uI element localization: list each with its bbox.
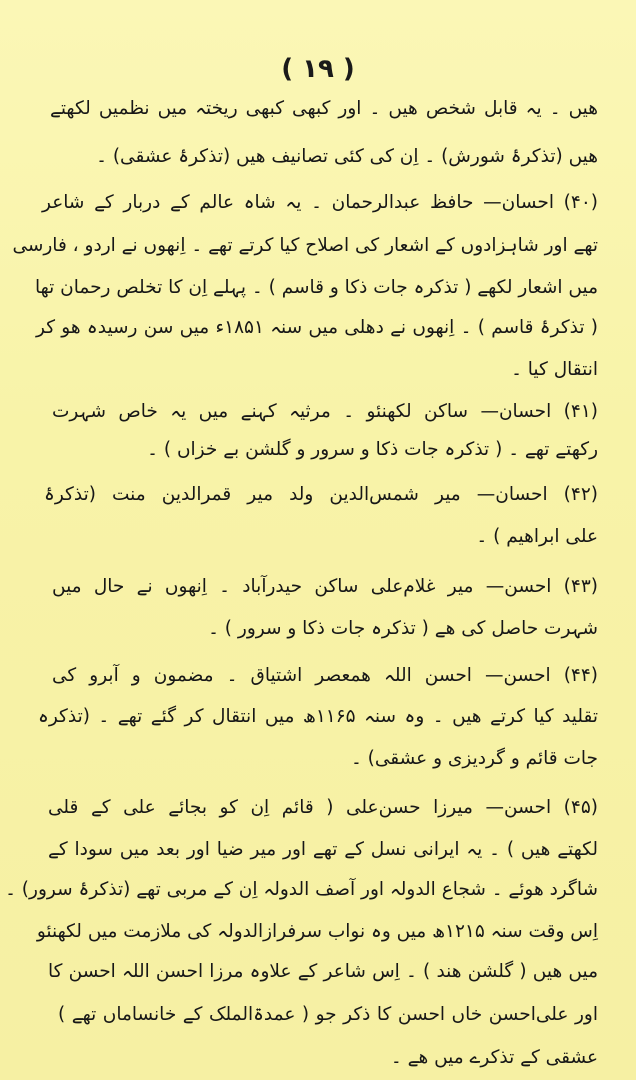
text-line: (۴۴) احسن— احسن اللہ ھمعصر اشتیاق ۔ مضمون و آبرو کی	[52, 665, 598, 686]
text-line: ھیں ۔ یہ قابل شخص ھیں ۔ اور کبھی کبھی ریختہ میں نظمیں لکھتے	[50, 98, 598, 119]
text-line: ھیں (تذکرۂ شورش) ۔ اِن کی کئی تصانیف ھیں (تذکرۂ عشقی) ۔	[96, 146, 598, 167]
text-line: اِس وقت سنہ ۱۲۱۵ھ میں وہ نواب سرفرازالدولہ کی ملازمت میں لکھنئو	[36, 921, 598, 942]
text-line: تقلید کیا کرتے ھیں ۔ وہ سنہ ۱۱۶۵ھ میں انتقال کر گئے تھے ۔ (تذکرہ	[38, 706, 599, 727]
text-line: تھے اور شاہزادوں کے اشعار کی اصلاح کیا کرتے تھے ۔ اِنھوں نے اردو ، فارسی	[12, 235, 598, 256]
text-line: میں ھیں ( گلشن ھند ) ۔ اِس شاعر کے علاوہ مرزا احسن اللہ احسن کا	[48, 961, 598, 982]
text-line: شہرت حاصل کی ھے ( تذکرہ جات ذکا و سرور ) ۔	[208, 618, 598, 639]
text-line: شاگرد ھوئے ۔ شجاع الدولہ اور آصف الدولہ اِن کے مربی تھے (تذکرۂ سرور) ۔	[5, 879, 598, 900]
text-line: ( تذکرۂ قاسم ) ۔ اِنھوں نے دھلی میں سنہ ۱۸۵۱ء میں سن رسیدہ ھو کر	[36, 317, 599, 338]
text-line: اور علی‌احسن خاں احسن کا ذکر جو ( عمدۃالملک کے خانساماں تھے )	[58, 1004, 598, 1025]
text-line: (۴۲) احسان— میر شمس‌الدین ولد میر قمرالدین منت (تذکرۂ	[44, 484, 598, 505]
text-line: رکھتے تھے ۔ ( تذکرہ جات ذکا و سرور و گلشن بے خزاں ) ۔	[147, 439, 598, 460]
page-number: ( ١٩ )	[281, 54, 355, 84]
text-line: جات قائم و گردیزی و عشقی) ۔	[350, 748, 598, 769]
text-line: (۴۱) احسان— ساکن لکھنئو ۔ مرثیہ کہنے میں یہ خاص شہرت	[52, 401, 598, 422]
text-line: (۴۳) احسن— میر غلام‌علی ساکن حیدرآباد ۔ اِنھوں نے حال میں	[52, 576, 598, 597]
text-line: (۴۵) احسن— میرزا حسن‌علی ( قائم اِن کو بجائے علی کے قلی	[48, 797, 598, 818]
text-line: علی ابراھیم ) ۔	[476, 526, 598, 547]
text-line: انتقال کیا ۔	[511, 359, 598, 380]
text-line: عشقی کے تذکرے میں ھے ۔	[390, 1047, 598, 1068]
text-line: لکھتے ھیں ) ۔ یہ ایرانی نسل کے تھے اور میر ضیا اور بعد میں سودا کے	[48, 839, 598, 860]
text-line: میں اشعار لکھے ( تذکرہ جات ذکا و قاسم ) ۔ پہلے اِن کا تخلص رحمان تھا	[34, 277, 598, 298]
text-line: (۴۰) احسان— حافظ عبدالرحمان ۔ یہ شاہ عالم کے دربار کے شاعر	[42, 192, 598, 213]
